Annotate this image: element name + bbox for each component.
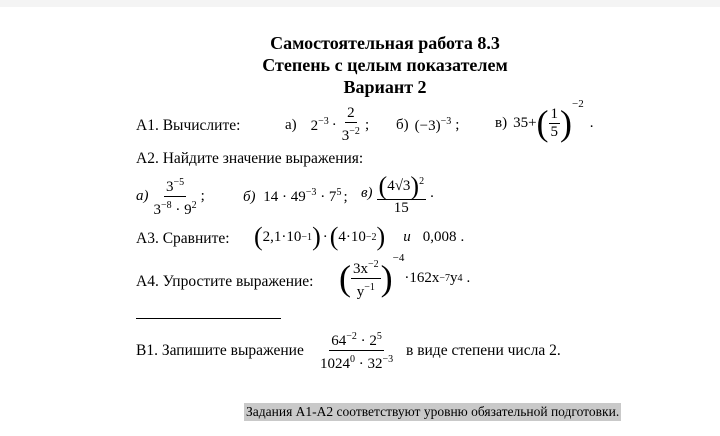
fraction: $\frac{(4√3)^2}{15}$ bbox=[377, 169, 427, 218]
task-a2-label: А2. Найдите значение выражения: bbox=[136, 150, 364, 167]
part-label: а) bbox=[285, 116, 297, 133]
work-title: Самостоятельная работа 8.3 bbox=[270, 33, 500, 53]
part-label: в) bbox=[495, 114, 508, 131]
task-a1-label: А1. Вычислите: bbox=[136, 117, 241, 134]
fraction: $\frac{2}{3^{-2}}$ bbox=[341, 105, 360, 144]
footer-note: Задания А1-А2 соответствуют уровню обязательной подготовки. bbox=[246, 404, 620, 419]
task-a4-expression: ( $\frac{3x^{-2}}{y^{-1}}$ ) −4 ·162x −7 y 4 . bbox=[339, 252, 471, 300]
fraction: $\frac{1}{5}$ bbox=[550, 105, 559, 140]
part-label: б) bbox=[243, 189, 256, 205]
task-a1-part-a: а) $2^{-3}$ · $\frac{2}{3^{-2}}$ ; bbox=[285, 105, 370, 144]
task-a3-expression: ( 2,1·10 −1 ) · ( 4·10 −2 ) и 0,008 . bbox=[254, 222, 465, 251]
task-a4-label: А4. Упростите выражение: bbox=[136, 273, 314, 290]
part-label: б) bbox=[396, 116, 409, 133]
task-a1-part-b: б) $(-3)^{-3}$ ; bbox=[396, 115, 460, 134]
part-label: а) bbox=[136, 187, 149, 204]
task-a2-part-b: б) $14 \cdot 49^{-3} \cdot 7^5$ ; bbox=[243, 187, 348, 205]
topic-title: Степень с целым показателем bbox=[262, 55, 508, 75]
variant-title: Вариант 2 bbox=[343, 77, 427, 97]
task-a1-part-c: в) 35+ ( $\frac{1}{5}$ ) −2 . bbox=[495, 98, 594, 143]
task-a2-part-a: а) $\frac{3^{-5}}{3^{-8} \cdot 9^2}$ ; bbox=[136, 174, 205, 218]
task-b1-suffix: в виде степени числа 2. bbox=[406, 342, 561, 359]
task-b1-label: В1. Запишите выражение bbox=[136, 342, 304, 359]
window-top-border bbox=[0, 0, 720, 7]
task-a2-part-c: в) $\frac{(4√3)^2}{15}$ . bbox=[361, 166, 434, 220]
task-a3-label: А3. Сравните: bbox=[136, 230, 230, 247]
fraction: $\frac{64^{-2} \cdot 2^5}{1024^0 \cdot 32^{-3}}$ bbox=[318, 328, 395, 373]
separator-line bbox=[136, 318, 281, 319]
task-b1-fraction bbox=[318, 328, 395, 373]
fraction: $\frac{3^{-5}}{3^{-8} \cdot 9^2}$ bbox=[152, 174, 199, 219]
part-label: в) bbox=[361, 184, 373, 201]
fraction: $\frac{3x^{-2}}{y^{-1}}$ bbox=[351, 256, 381, 301]
